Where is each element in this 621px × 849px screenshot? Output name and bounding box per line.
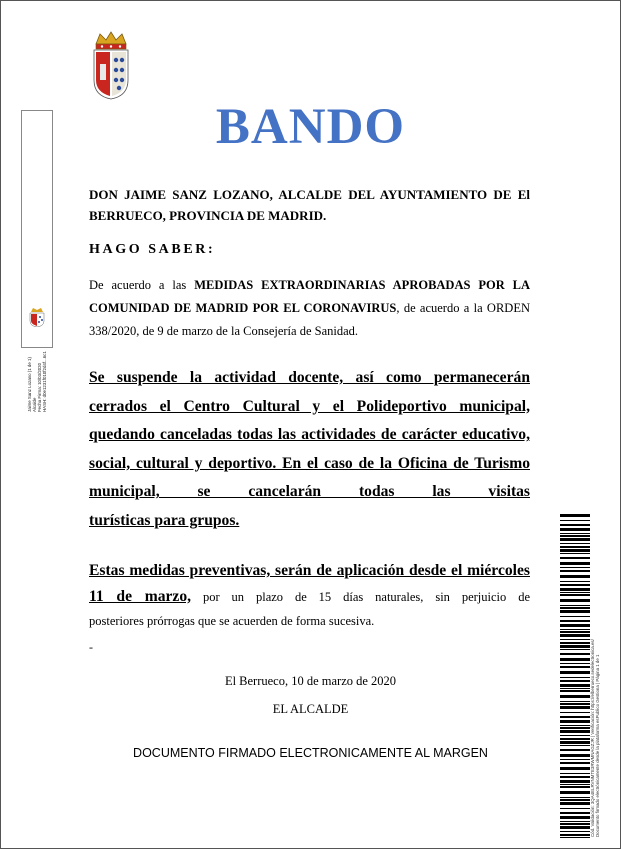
- municipal-crest-logo: [88, 30, 134, 100]
- mini-crest-icon: [28, 307, 46, 327]
- signature-role: Alcalde: [32, 397, 37, 412]
- issuer-line-1: DON JAIME SANZ LOZANO, ALCALDE DEL AYUNTAMIENTO DE El: [89, 187, 530, 202]
- signature-stamp: [21, 110, 53, 412]
- issuer-line-2: BERRUECO, PROVINCIA DE MADRID.: [89, 208, 327, 223]
- issuer-paragraph: [89, 184, 530, 226]
- hago-saber-heading: HAGO SABER:: [89, 242, 216, 257]
- legal-basis-measures: MEDIDAS EXTRAORDINARIAS APROBADAS POR LA COMUNIDAD DE MADRID POR EL CORONAVIRUS: [89, 278, 530, 315]
- legal-basis-lead: De acuerdo a las: [89, 278, 195, 292]
- validity-rest: por un plazo de 15 días naturales, sin perjuicio de: [191, 590, 530, 604]
- suspension-paragraph: [89, 364, 530, 507]
- suspension-last-line: turísticas para grupos.: [89, 512, 240, 529]
- stray-mark: -: [89, 640, 93, 654]
- validity-last-line: posteriores prórrogas que se acuerden de forma sucesiva.: [89, 614, 375, 628]
- signature-text: [27, 182, 47, 412]
- verification-platform: Documento firmado electrónicamente desde la plataforma esPublico Gestiona | Página 1 de 1: [595, 654, 600, 837]
- signature-date: Fecha Firma: 10/03/2020: [37, 362, 42, 412]
- validity-bold: Estas medidas preventivas, serán de aplicación desde el miércoles 11 de marzo,: [89, 562, 530, 605]
- verification-strip: [590, 517, 600, 837]
- signer-title: EL ALCALDE: [272, 702, 349, 716]
- signature-signer: Jaime Sanz Lozano (1 de 1): [27, 357, 32, 412]
- signed-note: DOCUMENTO FIRMADO ELECTRONICAMENTE AL MARGEN: [133, 746, 488, 760]
- validity-paragraph: [89, 558, 530, 610]
- page-title: BANDO: [215, 99, 406, 155]
- suspension-text: Se suspende la actividad docente, así como permanecerán cerrados el Centro Cultural y el Polideportivo municipal, quedando canceladas todas las actividades de carácter educativo, social, cultural y deportivo. En el caso de la Oficina de Turismo municipal, se cancelarán todas las visitas: [89, 369, 530, 501]
- legal-basis-order: , de acuerdo a la ORDEN 338/2020, de 9 de marzo de la Consejería de Sanidad.: [89, 301, 530, 338]
- date-line: El Berrueco, 10 de marzo de 2020: [224, 674, 397, 688]
- legal-basis-paragraph: [89, 274, 530, 343]
- signature-hash: HASH: d0e1231f010f2d4f...6c1: [42, 351, 47, 412]
- verification-code: Cód. Validación: 3QA4ELRVNMTE3RWMNAGZJR | Verificación: https://elberrueco.sedelectronica.es/: [590, 639, 595, 837]
- verification-barcode: [560, 514, 590, 838]
